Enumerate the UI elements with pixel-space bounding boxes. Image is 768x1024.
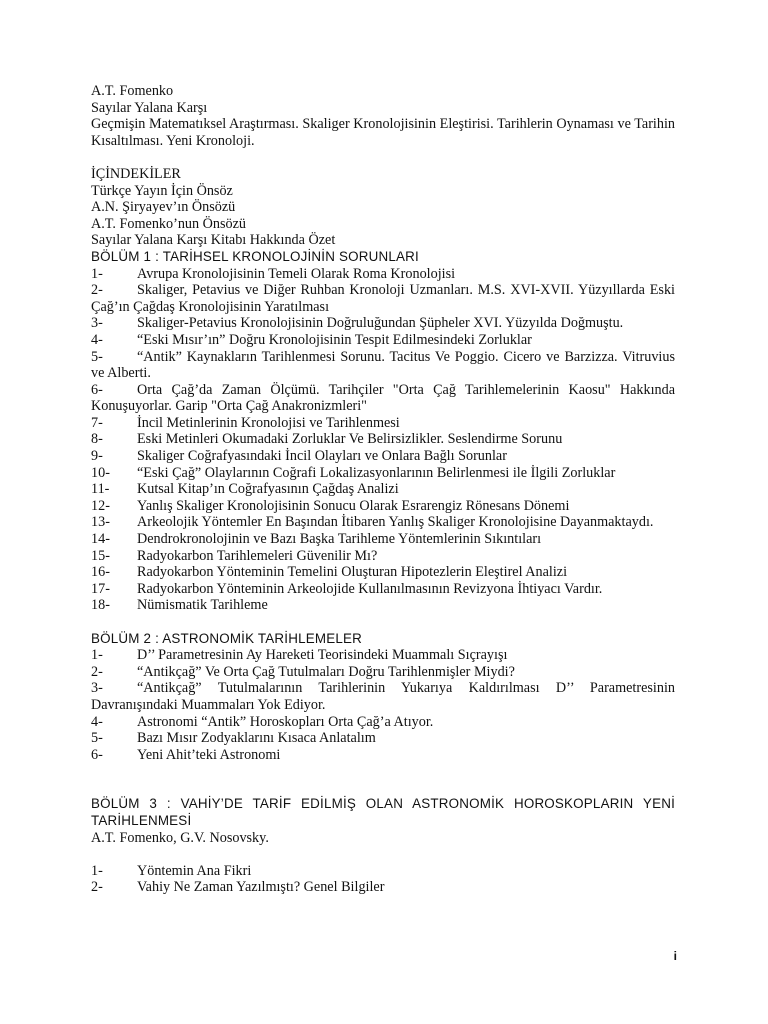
toc-item bbox=[91, 863, 675, 880]
toc-item-number: 2- bbox=[91, 879, 103, 896]
toc-item bbox=[91, 581, 675, 598]
toc-item-text: “Eski Çağ” Olaylarının Coğrafi Lokalizasyonlarının Belirlenmesi ile İlgili Zorluklar bbox=[137, 464, 616, 481]
page-number: i bbox=[673, 949, 677, 963]
toc-item-number: 4- bbox=[91, 331, 103, 348]
toc-item-number: 15- bbox=[91, 547, 110, 564]
front-matter-item: Türkçe Yayın İçin Önsöz bbox=[91, 182, 233, 199]
toc-item bbox=[91, 382, 675, 415]
toc-item-number: 16- bbox=[91, 564, 110, 581]
toc-item bbox=[91, 332, 675, 349]
toc-item-text: D’’ Parametresinin Ay Hareketi Teorisindeki Muammalı Sıçrayışı bbox=[137, 647, 508, 664]
toc-item-number: 12- bbox=[91, 497, 110, 514]
chapter-3-title: BÖLÜM 3 : VAHİY’DE TARİF EDİLMİŞ OLAN ASTRONOMİK HOROSKOPLARIN YENİ TARİHLENMESİ bbox=[91, 796, 675, 828]
chapter-3-authors: A.T. Fomenko, G.V. Nosovsky. bbox=[91, 829, 269, 846]
toc-item-text: Yöntemin Ana Fikri bbox=[137, 862, 252, 879]
toc-item-number: 17- bbox=[91, 580, 110, 597]
toc-item-text: “Antikçağ” Ve Orta Çağ Tutulmaları Doğru Tarihlenmişler Miydi? bbox=[137, 663, 515, 680]
document-page bbox=[91, 83, 675, 896]
toc-item-text: Skaliger, Petavius ve Diğer Ruhban Kronoloji Uzmanları. M.S. XVI-XVII. Yüzyıllarda Eski Çağ’ın Çağdaş Kronolojisinin Yaratılması bbox=[91, 282, 675, 315]
chapter-1-list bbox=[91, 266, 675, 614]
toc-item-text: Skaliger-Petavius Kronolojisinin Doğruluğundan Şüpheler XVI. Yüzyılda Doğmuştu. bbox=[137, 315, 624, 332]
toc-item bbox=[91, 349, 675, 382]
toc-item-text: Avrupa Kronolojisinin Temeli Olarak Roma Kronolojisi bbox=[137, 265, 456, 282]
toc-item-number: 9- bbox=[91, 448, 103, 465]
book-title: Sayılar Yalana Karşı bbox=[91, 99, 208, 116]
book-subtitle: Geçmişin Matematıksel Araştırması. Skaliger Kronolojisinin Eleştirisi. Tarihlerin Oynaması ve Tarihin Kısaltılması. Yeni Kronoloji. bbox=[91, 116, 675, 149]
toc-item bbox=[91, 531, 675, 548]
toc-item bbox=[91, 448, 675, 465]
toc-item-text: Radyokarbon Yönteminin Arkeolojide Kullanılmasının Revizyona İhtiyacı Vardır. bbox=[137, 580, 603, 597]
toc-item-text: “Antikçağ” Tutulmalarının Tarihlerinin Yukarıya Kaldırılması D’’ Parametresinin Davranışındaki Muammaları Yok Ediyor. bbox=[91, 680, 675, 713]
chapter-2-title: BÖLÜM 2 : ASTRONOMİK TARİHLEMELER bbox=[91, 630, 362, 646]
front-matter-item: Sayılar Yalana Karşı Kitabı Hakkında Özet bbox=[91, 232, 336, 249]
toc-item bbox=[91, 266, 675, 283]
toc-item-text: Kutsal Kitap’ın Coğrafyasının Çağdaş Analizi bbox=[137, 481, 399, 498]
toc-item-text: Astronomi “Antik” Horoskopları Orta Çağ’a Atıyor. bbox=[137, 713, 434, 730]
toc-item-number: 8- bbox=[91, 431, 103, 448]
toc-item bbox=[91, 282, 675, 315]
toc-item-number: 11- bbox=[91, 481, 110, 498]
toc-item-number: 2- bbox=[91, 663, 103, 680]
toc-item bbox=[91, 747, 675, 764]
toc-item-number: 18- bbox=[91, 597, 110, 614]
toc-item-text: Dendrokronolojinin ve Bazı Başka Tarihleme Yöntemlerinin Sıkıntıları bbox=[137, 531, 542, 548]
toc-item bbox=[91, 415, 675, 432]
toc-item-text: Radyokarbon Yönteminin Temelini Oluşturan Hipotezlerin Eleştirel Analizi bbox=[137, 564, 568, 581]
toc-item bbox=[91, 647, 675, 664]
toc-item-text: Bazı Mısır Zodyaklarını Kısaca Anlatalım bbox=[137, 730, 376, 747]
chapter-1-title: BÖLÜM 1 : TARİHSEL KRONOLOJİNİN SORUNLARI bbox=[91, 248, 419, 264]
toc-item-number: 7- bbox=[91, 414, 103, 431]
toc-item-text: Eski Metinleri Okumadaki Zorluklar Ve Belirsizlikler. Seslendirme Sorunu bbox=[137, 431, 563, 448]
toc-item-text: Nümismatik Tarihleme bbox=[137, 597, 268, 614]
toc-item bbox=[91, 498, 675, 515]
toc-item-number: 10- bbox=[91, 464, 110, 481]
front-matter-item: A.N. Şiryayev’ın Önsözü bbox=[91, 199, 236, 216]
toc-item bbox=[91, 548, 675, 565]
toc-item bbox=[91, 714, 675, 731]
toc-item bbox=[91, 465, 675, 482]
toc-item bbox=[91, 597, 675, 614]
toc-item-number: 13- bbox=[91, 514, 110, 531]
toc-item-text: Skaliger Coğrafyasındaki İncil Olayları ve Onlara Bağlı Sorunlar bbox=[137, 448, 507, 465]
toc-item-number: 4- bbox=[91, 713, 103, 730]
toc-item bbox=[91, 664, 675, 681]
toc-item-text: Vahiy Ne Zaman Yazılmıştı? Genel Bilgiler bbox=[137, 879, 385, 896]
contents-heading: İÇİNDEKİLER bbox=[91, 165, 181, 182]
toc-item-number: 6- bbox=[91, 746, 103, 763]
toc-item-number: 1- bbox=[91, 862, 103, 879]
toc-item-number: 3- bbox=[91, 680, 103, 697]
toc-item bbox=[91, 879, 675, 896]
chapter-2-list bbox=[91, 647, 675, 763]
toc-item-text: Orta Çağ’da Zaman Ölçümü. Tarihçiler "Orta Çağ Tarihlemelerinin Kaosu" Hakkında Konuşuyorlar. Garip "Orta Çağ Anakronizmleri" bbox=[91, 381, 675, 415]
toc-item-number: 3- bbox=[91, 315, 103, 332]
toc-item bbox=[91, 514, 675, 531]
chapter-3-list bbox=[91, 863, 675, 896]
toc-item-text: Arkeolojik Yöntemler En Başından İtibaren Yanlış Skaliger Kronolojisine Dayanmaktaydı. bbox=[137, 514, 654, 531]
toc-item bbox=[91, 680, 675, 713]
toc-item-text: Radyokarbon Tarihlemeleri Güvenilir Mı? bbox=[137, 547, 378, 564]
toc-item-number: 14- bbox=[91, 531, 110, 548]
toc-item bbox=[91, 481, 675, 498]
toc-item-number: 1- bbox=[91, 265, 103, 282]
toc-item bbox=[91, 431, 675, 448]
toc-item bbox=[91, 730, 675, 747]
toc-item-text: “Eski Mısır’ın” Doğru Kronolojisinin Tespit Edilmesindeki Zorluklar bbox=[137, 331, 532, 348]
toc-item bbox=[91, 564, 675, 581]
front-matter-item: A.T. Fomenko’nun Önsözü bbox=[91, 215, 246, 232]
toc-item-text: “Antik” Kaynakların Tarihlenmesi Sorunu. Tacitus Ve Poggio. Cicero ve Barzizza. Vitruvius ve Alberti. bbox=[91, 348, 675, 382]
toc-item-number: 5- bbox=[91, 348, 103, 365]
toc-item-number: 6- bbox=[91, 381, 103, 398]
toc-item-number: 2- bbox=[91, 282, 103, 299]
toc-item-number: 5- bbox=[91, 730, 103, 747]
toc-item-text: Yanlış Skaliger Kronolojisinin Sonucu Olarak Esrarengiz Rönesans Dönemi bbox=[137, 497, 570, 514]
toc-item-text: Yeni Ahit’teki Astronomi bbox=[137, 746, 281, 763]
toc-item bbox=[91, 315, 675, 332]
author-line: A.T. Fomenko bbox=[91, 83, 174, 99]
toc-item-number: 1- bbox=[91, 647, 103, 664]
toc-item-text: İncil Metinlerinin Kronolojisi ve Tarihlenmesi bbox=[137, 414, 400, 431]
